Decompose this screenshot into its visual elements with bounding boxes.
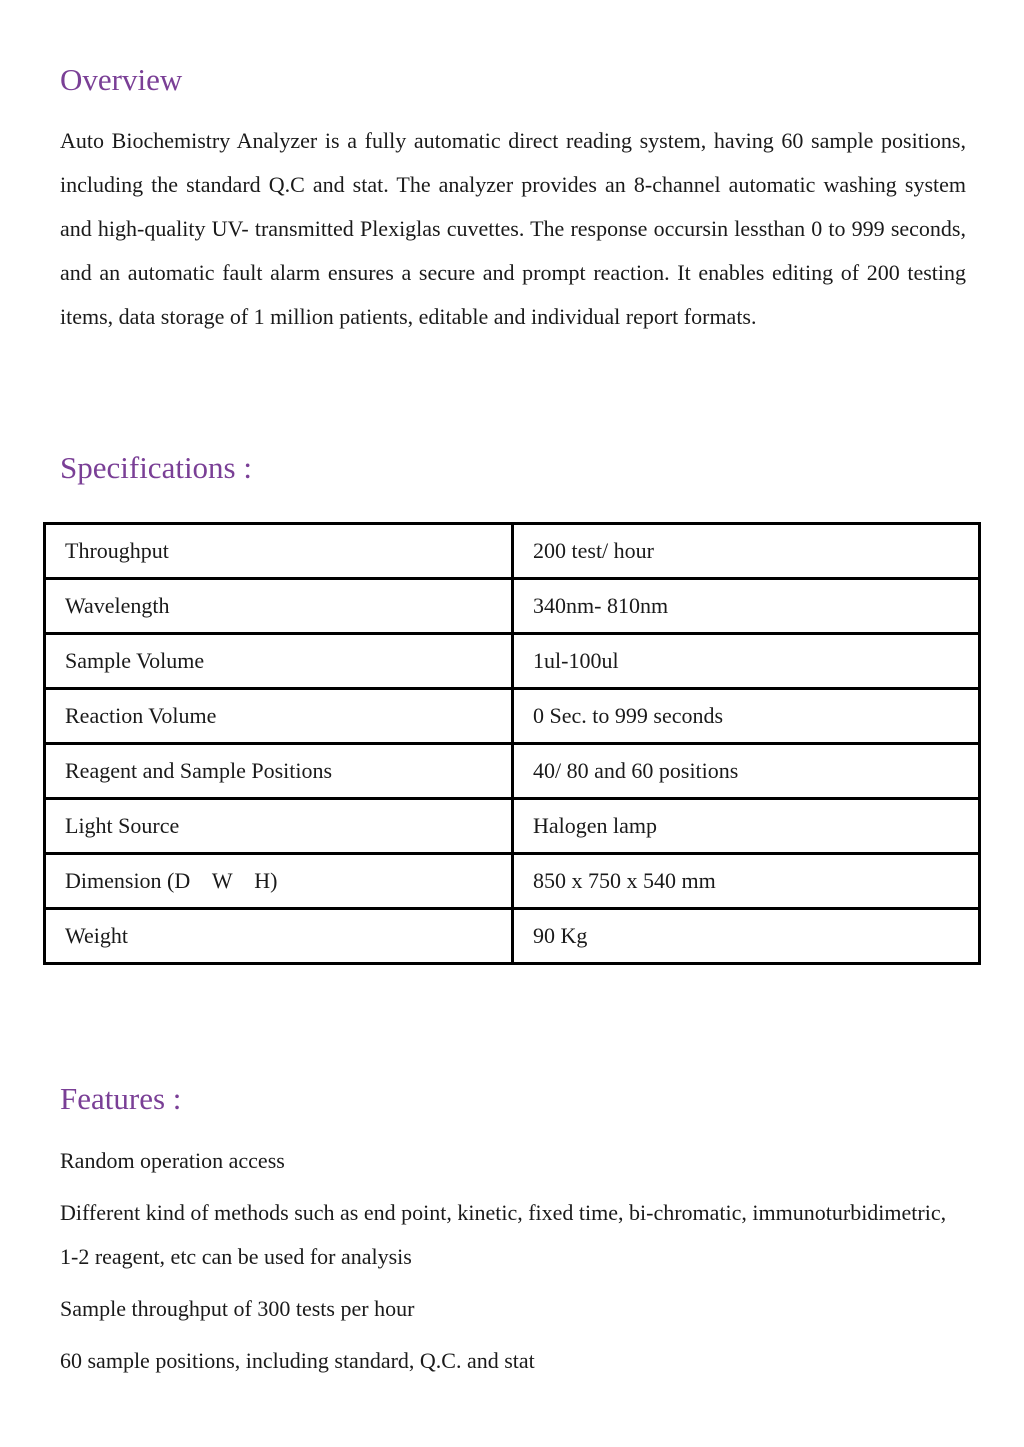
table-row	[45, 579, 980, 634]
overview-paragraph: Auto Biochemistry Analyzer is a fully automatic direct reading system, having 60 sample positions, including the standard Q.C and stat. The analyzer provides an 8-channel automatic washing system and high-quality UV- transmitted Plexiglas cuvettes. The response occursin lessthan 0 to 999 seconds, and an automatic fault alarm ensures a secure and prompt reaction. It enables editing of 200 testing items, data storage of 1 million patients, editable and individual report formats.	[60, 128, 966, 329]
spec-label: Weight	[45, 909, 513, 964]
table-row	[45, 689, 980, 744]
spec-label: Wavelength	[45, 579, 513, 634]
list-item: Different kind of methods such as end point, kinetic, fixed time, bi-chromatic, immunoturbidimetric, 1-2 reagent, etc can be used for analysis	[60, 1200, 947, 1269]
spec-label: Sample Volume	[45, 634, 513, 689]
table-row	[45, 799, 980, 854]
spec-label: Dimension (D W H)	[45, 854, 513, 909]
spec-label: Reagent and Sample Positions	[45, 744, 513, 799]
spec-value: Halogen lamp	[513, 799, 980, 854]
spec-value: 90 Kg	[513, 909, 980, 964]
overview-heading: Overview	[60, 62, 183, 97]
table-row	[45, 524, 980, 579]
table-row	[45, 744, 980, 799]
table-row	[45, 909, 980, 964]
spec-label: Throughput	[45, 524, 513, 579]
list-item: 60 sample positions, including standard, Q.C. and stat	[60, 1348, 535, 1373]
table-row	[45, 634, 980, 689]
spec-value: 200 test/ hour	[513, 524, 980, 579]
features-heading: Features :	[60, 1081, 182, 1116]
spec-value: 1ul-100ul	[513, 634, 980, 689]
spec-label: Light Source	[45, 799, 513, 854]
spec-value: 850 x 750 x 540 mm	[513, 854, 980, 909]
specifications-table	[43, 522, 981, 965]
table-row	[45, 854, 980, 909]
spec-label: Reaction Volume	[45, 689, 513, 744]
spec-value: 340nm- 810nm	[513, 579, 980, 634]
list-item: Random operation access	[60, 1148, 285, 1173]
features-list	[60, 1139, 960, 1391]
specifications-heading: Specifications :	[60, 450, 252, 485]
spec-value: 0 Sec. to 999 seconds	[513, 689, 980, 744]
list-item: Sample throughput of 300 tests per hour	[60, 1296, 415, 1321]
spec-value: 40/ 80 and 60 positions	[513, 744, 980, 799]
